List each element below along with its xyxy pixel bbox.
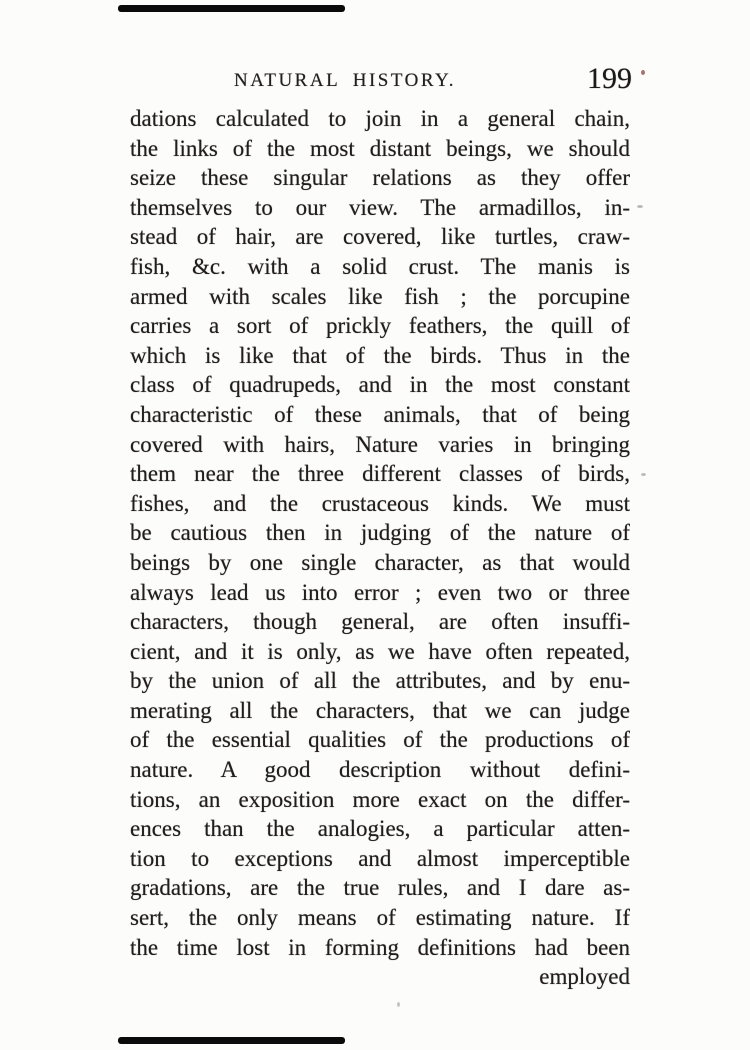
body-text-line: which is like that of the birds. Thus in the [130, 342, 630, 368]
body-text-line: be cautious then in judging of the nature of [130, 520, 630, 546]
body-text-block [130, 104, 630, 992]
scan-artifact-bottom-bar [118, 1037, 345, 1044]
body-text-line: seize these singular relations as they offer [130, 165, 630, 191]
body-text-line: sert, the only means of estimating nature. If [130, 905, 630, 931]
ink-speck [641, 473, 646, 476]
body-text-line: fishes, and the crustaceous kinds. We must [130, 490, 630, 516]
body-text-line: characters, though general, are often insuffi- [130, 609, 630, 635]
scan-artifact-top-bar [118, 5, 345, 12]
body-text-line: of the essential qualities of the productions of [130, 727, 630, 753]
body-text-line: gradations, are the true rules, and I dare as- [130, 875, 630, 901]
body-text-line: carries a sort of prickly feathers, the quill of [130, 313, 630, 339]
body-text-line: cient, and it is only, as we have often repeated, [130, 638, 630, 664]
body-text-line: armed with scales like fish ; the porcupine [130, 283, 630, 309]
ink-speck [397, 1002, 400, 1007]
body-text-line: ences than the analogies, a particular atten- [130, 816, 630, 842]
body-text-line: tion to exceptions and almost imperceptible [130, 845, 630, 871]
catchword: employed [539, 964, 630, 990]
page-number: 199 [587, 62, 632, 95]
body-text-line: the time lost in forming definitions had been [130, 934, 630, 960]
body-text-line: tions, an exposition more exact on the differ- [130, 786, 630, 812]
body-text-line: class of quadrupeds, and in the most constant [130, 372, 630, 398]
body-text-line: dations calculated to join in a general chain, [130, 106, 630, 131]
body-text-line: covered with hairs, Nature varies in bringing [130, 431, 630, 457]
body-text-line: themselves to our view. The armadillos, in- [130, 194, 630, 220]
body-text-line: the links of the most distant beings, we should [130, 135, 630, 161]
body-text-line: beings by one single character, as that would [130, 549, 630, 575]
body-text-line: characteristic of these animals, that of being [130, 401, 630, 427]
body-text-line: nature. A good description without defini- [130, 757, 630, 783]
body-text-line: by the union of all the attributes, and by enu- [130, 668, 630, 694]
body-text-line: always lead us into error ; even two or three [130, 579, 630, 605]
ink-speck [641, 70, 645, 75]
body-text-line: merating all the characters, that we can judge [130, 697, 630, 723]
ink-speck [637, 205, 643, 208]
body-text-line: stead of hair, are covered, like turtles, craw- [130, 224, 630, 250]
body-text-lines [130, 104, 630, 962]
running-header-title: NATURAL HISTORY. [234, 70, 456, 91]
body-text-line: them near the three different classes of birds, [130, 461, 630, 487]
body-text-line: fish, &c. with a solid crust. The manis is [130, 253, 630, 279]
